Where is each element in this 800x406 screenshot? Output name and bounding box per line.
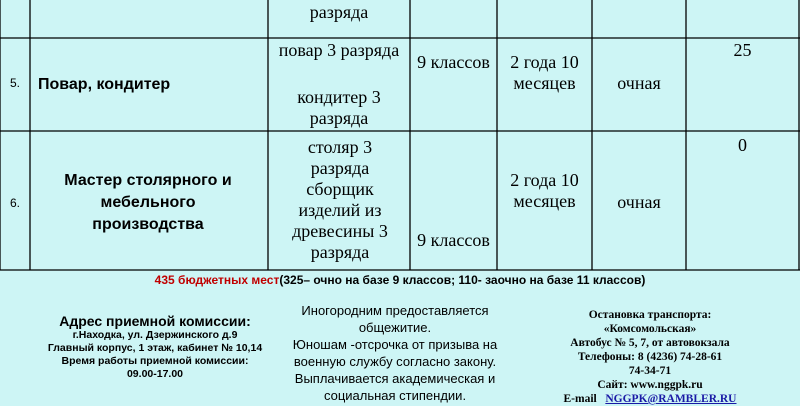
admission-building: Главный корпус, 1 этаж, кабинет № 10,14 bbox=[47, 342, 263, 354]
contacts-block bbox=[525, 308, 775, 406]
budget-places: 0 bbox=[738, 135, 747, 155]
admission-address: г.Находка, ул. Дзержинского д.9 bbox=[72, 329, 238, 341]
website[interactable]: Сайт: www.nggpk.ru bbox=[597, 379, 703, 391]
info-line: военную службу согласно закону. bbox=[293, 354, 497, 369]
qualification: столяр 3 разряда сборщик изделий из древесины 3 разряда bbox=[292, 137, 388, 262]
row-number: 5. bbox=[9, 76, 20, 90]
phones: Телефоны: 8 (4236) 74-28-61 bbox=[577, 351, 723, 363]
email-line bbox=[525, 392, 775, 406]
email-label: E-mail bbox=[563, 393, 597, 405]
education-base: 9 классов bbox=[417, 52, 490, 72]
info-line: Юношам -отсрочка от призыва на bbox=[292, 337, 498, 352]
budget-breakdown: (325– очно на базе 9 классов; 110- заочно на базе 11 классов) bbox=[279, 273, 646, 287]
study-duration: 2 года 10 месяцев bbox=[510, 52, 579, 93]
admission-hours-label: Время работы приемной комиссии: bbox=[61, 355, 249, 367]
budget-summary bbox=[0, 273, 800, 287]
info-line: Выплачивается академическая и bbox=[294, 371, 496, 386]
study-form: очная bbox=[617, 73, 661, 93]
info-line: общежитие. bbox=[358, 320, 432, 335]
admission-hours: 09.00-17.00 bbox=[126, 368, 184, 380]
email-link[interactable]: NGGPK@RAMBLER.RU bbox=[605, 393, 737, 405]
transport-title: Остановка транспорта: bbox=[588, 309, 712, 321]
info-line: социальная стипендии. bbox=[323, 388, 467, 403]
study-duration: 2 года 10 месяцев bbox=[510, 170, 579, 211]
admission-block bbox=[20, 313, 290, 381]
top-row-qualification: разряда bbox=[309, 2, 369, 22]
budget-places: 25 bbox=[733, 40, 752, 60]
info-block bbox=[280, 302, 510, 404]
qualification: повар 3 разряда bbox=[278, 40, 400, 60]
qualification: кондитер 3 разряда bbox=[297, 87, 381, 128]
transport-stop: «Комсомольская» bbox=[603, 323, 697, 335]
phone-secondary: 74-34-71 bbox=[628, 365, 672, 377]
transport-bus: Автобус № 5, 7, от автовокзала bbox=[570, 337, 730, 349]
row-number: 6. bbox=[9, 196, 20, 210]
admission-title: Адрес приемной комиссии: bbox=[59, 313, 251, 329]
profession-name: Мастер столярного и мебельного производства bbox=[64, 172, 232, 233]
profession-name: Повар, кондитер bbox=[38, 76, 171, 93]
budget-total: 435 бюджетных мест bbox=[154, 273, 280, 287]
study-form: очная bbox=[617, 192, 661, 212]
education-base: 9 классов bbox=[417, 230, 490, 250]
info-line: Иногородним предоставляется bbox=[301, 303, 489, 318]
